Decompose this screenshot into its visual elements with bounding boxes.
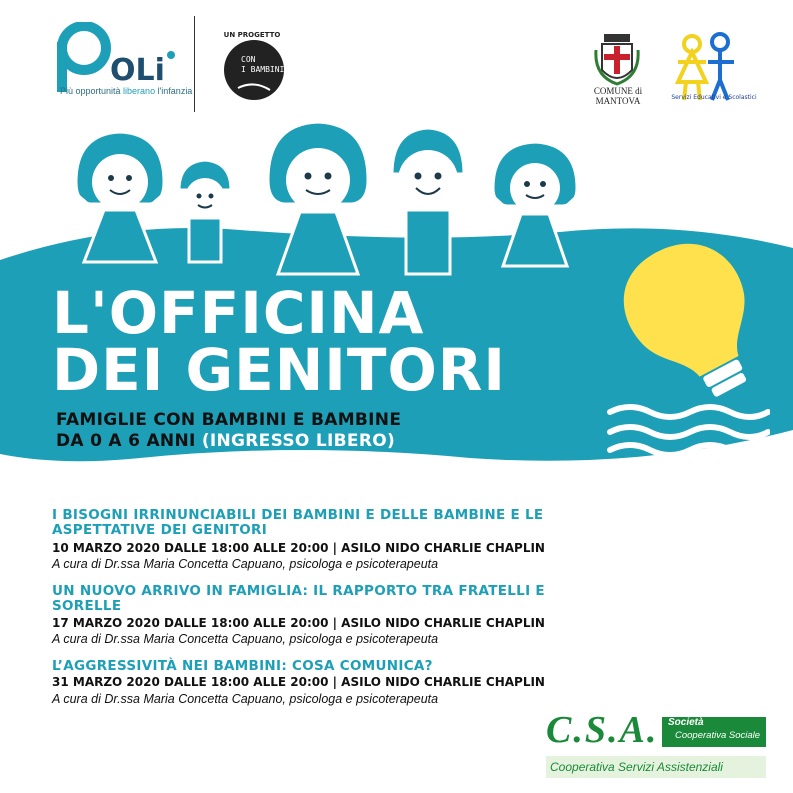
- lightbulb-icon: [600, 236, 770, 456]
- poli-tagline-highlight: liberano: [123, 86, 156, 96]
- event-2-date: 17 MARZO 2020 DALLE 18:00 ALLE 20:00 | ASILO NIDO CHARLIE CHAPLIN: [52, 616, 545, 630]
- event-1-speaker: A cura di Dr.ssa Maria Concetta Capuano, psicologa e psicoterapeuta: [52, 557, 439, 571]
- poli-logo-text: OLi: [110, 53, 165, 88]
- conbambini-name-2: I BAMBINI: [241, 65, 285, 74]
- hero-subtitle-line1: FAMIGLIE CON BAMBINI E BAMBINE: [56, 410, 402, 430]
- event-1-date: 10 MARZO 2020 DALLE 18:00 ALLE 20:00 | ASILO NIDO CHARLIE CHAPLIN: [52, 541, 545, 555]
- csa-full-name: Cooperativa Servizi Assistenziali: [550, 760, 723, 774]
- poli-tagline-part: l'infanzia: [155, 86, 193, 96]
- event-2-title-line1: UN NUOVO ARRIVO IN FAMIGLIA: IL RAPPORTO TRA FRATELLI E: [52, 583, 545, 599]
- con-i-bambini-logo: [208, 28, 300, 108]
- hero-title-line2: DEI GENITORI: [52, 336, 506, 404]
- csa-logo-letters: C.S.A.: [546, 709, 659, 751]
- csa-box-line1: Società: [668, 717, 704, 728]
- event-1-title-line2: ASPETTATIVE DEI GENITORI: [52, 522, 268, 538]
- event-3-title: [52, 659, 642, 674]
- csa-box-line2: Cooperativa Sociale: [675, 730, 761, 741]
- servizi-text: Servizi Educativi e Scolastici: [671, 94, 757, 101]
- event-1-title: [52, 508, 642, 538]
- event-3-date: 31 MARZO 2020 DALLE 18:00 ALLE 20:00 | ASILO NIDO CHARLIE CHAPLIN: [52, 675, 545, 689]
- event-2-title: [52, 584, 642, 614]
- comune-name-line1: COMUNE di: [593, 86, 643, 96]
- conbambini-top-text: UN PROGETTO: [223, 31, 281, 39]
- comune-name: [588, 86, 648, 106]
- conbambini-name-1: CON: [241, 55, 256, 64]
- poli-tagline-part: Più opportunità: [60, 86, 124, 96]
- hero-subtitle-ages: DA 0 A 6 ANNI: [56, 431, 202, 451]
- event-1-title-line1: I BISOGNI IRRINUNCIABILI DEI BAMBINI E DELLE BAMBINE E LE: [52, 507, 544, 523]
- poli-tagline: [60, 86, 192, 96]
- event-2-speaker: A cura di Dr.ssa Maria Concetta Capuano, psicologa e psicoterapeuta: [52, 632, 439, 646]
- event-3-speaker: A cura di Dr.ssa Maria Concetta Capuano, psicologa e psicoterapeuta: [52, 692, 439, 706]
- hero-subtitle-line2: [56, 431, 395, 451]
- hero-title-line1: L'OFFICINA: [52, 279, 425, 347]
- comune-name-line2: MANTOVA: [595, 96, 641, 106]
- header-divider: [194, 16, 195, 112]
- event-3-title-line1: L’AGGRESSIVITÀ NEI BAMBINI: COSA COMUNICA?: [52, 658, 433, 674]
- event-2-title-line2: SORELLE: [52, 598, 122, 614]
- hero-subtitle-free-entry: (INGRESSO LIBERO): [201, 431, 396, 451]
